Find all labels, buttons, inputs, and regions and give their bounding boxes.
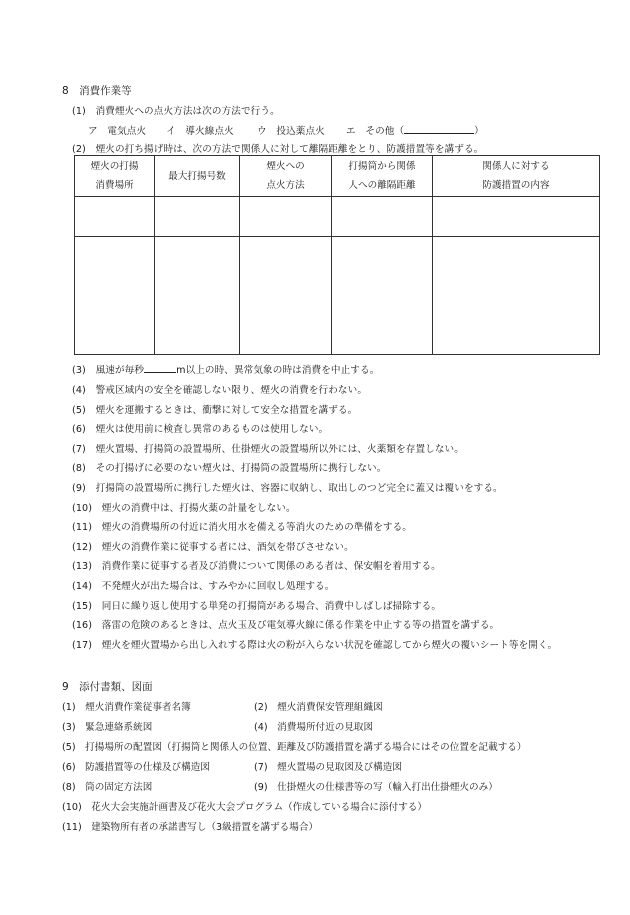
list-item: (9) 打揚筒の設置場所に携行した煙火は、容器に収納し、取出しのつど完全に蓋又は覆いをする。 xyxy=(72,483,503,494)
list-item: (13) 消費作業に従事する者及び消費について関係のある者は、保安帽を着用する。 xyxy=(72,561,441,573)
table-cell[interactable] xyxy=(155,237,240,355)
list-item: (5) 煙火を運搬するときは、衝撃に対して安全な措置を講ずる。 xyxy=(72,404,358,416)
attachment-item: (3) 緊急連絡系統図 xyxy=(62,722,153,733)
item-3-prefix: (3) 風速が毎秒 xyxy=(72,365,145,376)
table-cell[interactable] xyxy=(75,197,155,237)
ignition-option-c: ウ 投込薬点火 xyxy=(257,126,325,137)
item-3-suffix: m以上の時、異常気象の時は消費を中止する。 xyxy=(176,365,380,376)
attachment-item: (1) 煙火消費作業従事者名簿 xyxy=(62,702,191,713)
header-protective-measures: 関係人に対する 防護措置の内容 xyxy=(433,156,600,197)
header-launch-site: 煙火の打揚 消費場所 xyxy=(75,156,155,197)
table-cell[interactable] xyxy=(433,237,600,355)
item-1: (1) 消費煙火への点火方法は次の方法で行う。 xyxy=(72,106,280,117)
table-row xyxy=(75,197,600,237)
table-cell[interactable] xyxy=(433,197,600,237)
attachment-item: (5) 打揚場所の配置図（打揚筒と関係人の位置、距離及び防護措置を講ずる場合にはその位置を記載する） xyxy=(62,742,527,753)
list-item: (11) 煙火の消費場所の付近に消火用水を備える等消火のための準備をする。 xyxy=(72,522,412,534)
attachment-item: (11) 建築物所有者の承諾書写し（3級措置を講ずる場合） xyxy=(62,822,319,833)
list-item: (15) 同日に繰り返し使用する単発の打揚筒がある場合、消費中しばしば掃除する。 xyxy=(72,600,442,612)
list-item: (14) 不発煙火が出た場合は、すみやかに回収し処理する。 xyxy=(72,581,335,592)
item-3 xyxy=(72,362,379,376)
list-item: (8) その打揚げに必要のない煙火は、打揚筒の設置場所に携行しない。 xyxy=(72,463,387,475)
header-max-shell-size: 最大打揚号数 xyxy=(155,156,240,197)
attachment-item: (9) 仕掛煙火の仕様書等の写（輸入打出仕掛煙火のみ） xyxy=(254,782,498,793)
ignition-option-d xyxy=(346,123,484,137)
attachment-item: (4) 消費場所付近の見取図 xyxy=(254,722,374,733)
table-cell[interactable] xyxy=(332,237,433,355)
table-row xyxy=(75,237,600,355)
list-item: (6) 煙火は使用前に検査し異常のあるものは使用しない。 xyxy=(72,424,329,436)
attachment-item: (8) 筒の固定方法図 xyxy=(62,782,153,793)
table-cell[interactable] xyxy=(155,197,240,237)
ignition-option-d-label: エ その他（ xyxy=(346,126,405,137)
list-item: (4) 警戒区域内の安全を確認しない限り、煙火の消費を行わない。 xyxy=(72,385,368,396)
list-item: (16) 落雷の危険のあるときは、点火玉及び電気導火線に係る作業を中止する等の措置を講ずる。 xyxy=(72,620,500,632)
list-item: (17) 煙火を煙火置場から出し入れする際は火の粉が入らない状況を確認してから煙火の覆いシート等を開く。 xyxy=(72,639,558,651)
list-item: (10) 煙火の消費中は、打揚火薬の計量をしない。 xyxy=(72,502,296,514)
distance-measures-table xyxy=(74,155,600,355)
header-separation-distance: 打揚筒から関係 人への離隔距離 xyxy=(332,156,433,197)
wind-speed-blank[interactable] xyxy=(144,362,176,373)
section-8-title: 8 消費作業等 xyxy=(62,85,132,97)
table-cell[interactable] xyxy=(240,237,332,355)
header-ignition-method: 煙火への 点火方法 xyxy=(240,156,332,197)
ignition-option-b: イ 導火線点火 xyxy=(166,126,234,137)
list-item: (12) 煙火の消費作業に従事する者には、酒気を帯びさせない。 xyxy=(72,541,354,553)
attachment-item: (7) 煙火置場の見取図及び構造図 xyxy=(254,762,402,773)
table-header-row xyxy=(75,156,600,197)
table-cell[interactable] xyxy=(240,197,332,237)
list-item: (7) 煙火置場、打揚筒の設置場所、仕掛煙火の設置場所以外には、火薬類を存置しない。 xyxy=(72,443,464,455)
ignition-option-a: ア 電気点火 xyxy=(88,126,147,137)
attachment-item: (10) 花火大会実施計画書及び花火大会プログラム（作成している場合に添付する） xyxy=(62,802,427,813)
table-cell[interactable] xyxy=(75,237,155,355)
attachment-item: (6) 防護措置等の仕様及び構造図 xyxy=(62,762,210,773)
table-cell[interactable] xyxy=(332,197,433,237)
ignition-other-blank[interactable] xyxy=(404,123,474,134)
item-2: (2) 煙火の打ち揚げ時は、次の方法で関係人に対して離隔距離をとり、防護措置等を講ずる。 xyxy=(72,144,484,155)
section-9-title: 9 添付書類、図面 xyxy=(62,681,153,693)
ignition-option-d-close: ） xyxy=(474,126,484,137)
attachment-item: (2) 煙火消費保安管理組織図 xyxy=(254,702,383,713)
